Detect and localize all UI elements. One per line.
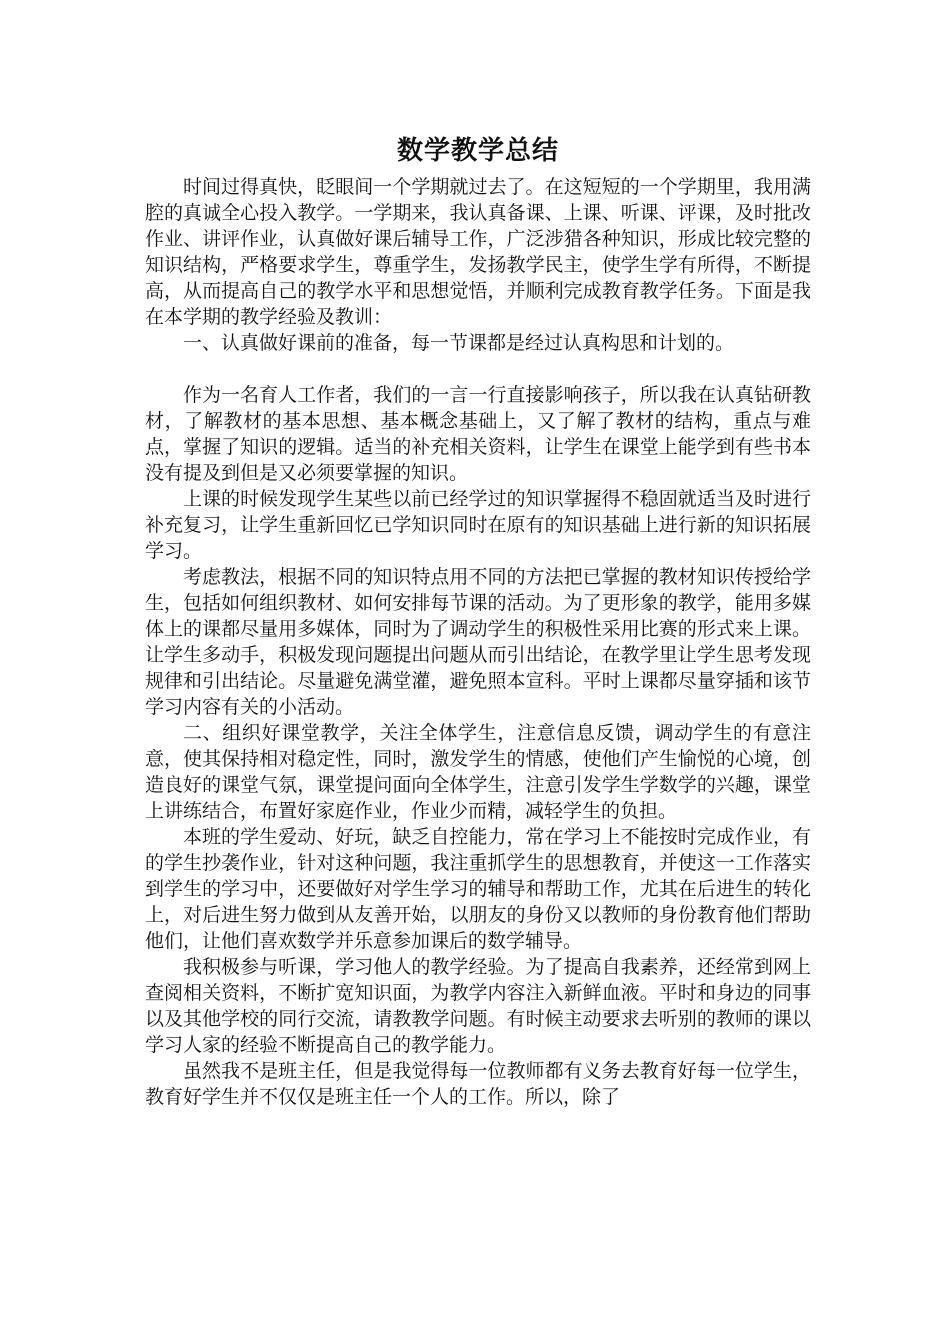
paragraph-section-two: 二、组织好课堂教学，关注全体学生，注意信息反馈，调动学生的有意注意，使其保持相对稳定性，同时，激发学生的情感，使他们产生愉悦的心境，创造良好的课堂气氛，课堂提问面向全体学生，注意引发学生学数学的兴趣，课堂上讲练结合，布置好家庭作业，作业少而精，减轻学生的负担。: [145, 722, 811, 822]
paragraph-study-materials: 作为一名育人工作者，我们的一言一行直接影响孩子，所以我在认真钻研教材，了解教材的基本思想、基本概念基础上，又了解了教材的结构，重点与难点，掌握了知识的逻辑。适当的补充相关资料，让学生在课堂上能学到有些书本没有提及到但是又必须要掌握的知识。: [145, 384, 811, 484]
document-body: [145, 132, 811, 1110]
paragraph-gap: [145, 356, 811, 382]
paragraph-intro: 时间过得真快，眨眼间一个学期就过去了。在这短短的一个学期里，我用满腔的真诚全心投入教学。一学期来，我认真备课、上课、听课、评课，及时批改作业、讲评作业，认真做好课后辅导工作，广泛涉猎各种知识，形成比较完整的知识结构，严格要求学生，尊重学生，发扬教学民主，使学生学有所得，不断提高，从而提高自己的教学水平和思想觉悟，并顺利完成教育教学任务。下面是我在本学期的教学经验及教训：: [145, 176, 811, 328]
paragraph-class-students: 本班的学生爱动、好玩，缺乏自控能力，常在学习上不能按时完成作业，有的学生抄袭作业，针对这种问题，我注重抓学生的思想教育，并使这一工作落实到学生的学习中，还要做好对学生学习的辅导和帮助工作，尤其在后进生的转化上，对后进生努力做到从友善开始，以朋友的身份又以教师的身份教育他们帮助他们，让他们喜欢数学并乐意参加课后的数学辅导。: [145, 826, 811, 952]
document-title: 数学教学总结: [396, 136, 559, 166]
paragraph-lesson-observation: 我积极参与听课，学习他人的教学经验。为了提高自我素养，还经常到网上查阅相关资料，不断扩宽知识面，为教学内容注入新鲜血液。平时和身边的同事以及其他学校的同行交流，请教教学问题。有时候主动要求去听别的教师的课以学习人家的经验不断提高自己的教学能力。: [145, 956, 811, 1056]
paragraph-every-teacher: 虽然我不是班主任，但是我觉得每一位教师都有义务去教育好每一位学生，教育好学生并不仅仅是班主任一个人的工作。所以，除了: [145, 1060, 811, 1108]
paragraph-teaching-methods: 考虑教法，根据不同的知识特点用不同的方法把已掌握的教材知识传授给学生，包括如何组织教材、如何安排每节课的活动。为了更形象的教学，能用多媒体上的课都尽量用多媒体，同时为了调动学生的积极性采用比赛的形式来上课。让学生多动手，积极发现问题提出问题从而引出结论，在教学里让学生思考发现规律和引出结论。尽量避免满堂灌，避免照本宣科。平时上课都尽量穿插和该节学习内容有关的小活动。: [145, 566, 811, 718]
paragraph-review: 上课的时候发现学生某些以前已经学过的知识掌握得不稳固就适当及时进行补充复习，让学生重新回忆已学知识同时在原有的知识基础上进行新的知识拓展学习。: [145, 488, 811, 562]
paragraph-section-one: 一、认真做好课前的准备，每一节课都是经过认真构思和计划的。: [183, 332, 735, 354]
